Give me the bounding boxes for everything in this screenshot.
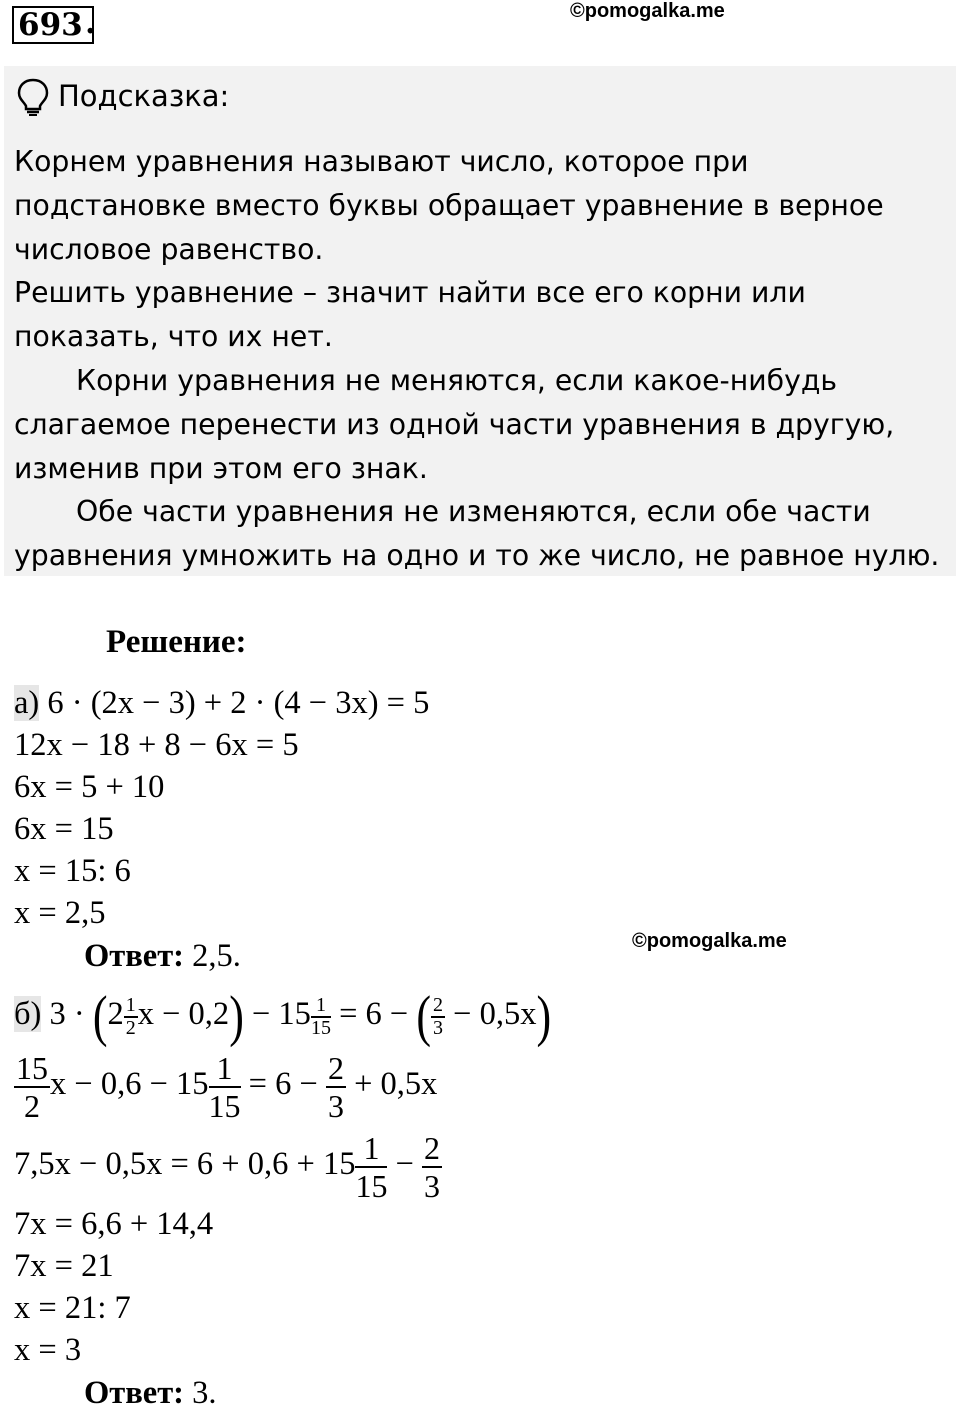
lightbulb-icon [16, 78, 50, 116]
eq-part: = 6 − [330, 996, 417, 1032]
problem-number: 693 [12, 6, 94, 44]
part-b-line-7: x = 3 [14, 1332, 82, 1368]
fraction: $\frac{1}{2}$ [125, 993, 136, 1039]
fraction: $\frac{15}{2}$ [16, 1049, 48, 1124]
hint-text [14, 140, 949, 578]
part-a-line-3: 6x = 5 + 10 [14, 769, 165, 805]
hint-line: Обе части уравнения не изменяются, если обе части [76, 495, 871, 529]
part-b-label: б) [14, 996, 42, 1032]
hint-line: Корни уравнения не меняются, если какое-нибудь [76, 363, 838, 397]
answer-label: Ответ: [84, 1375, 185, 1411]
hint-line: показать, что их нет. [14, 320, 333, 354]
part-b-line-3 [14, 1126, 442, 1204]
fraction: $\frac{1}{15}$ [310, 993, 331, 1039]
hint-line: Решить уравнение – значит найти все его корни или [14, 276, 806, 310]
part-a-line-1 [14, 683, 429, 723]
eq-part: 2 [107, 996, 124, 1032]
eq-part: − [387, 1146, 423, 1182]
eq-part: x − 0,6 − 15 [50, 1066, 209, 1102]
part-a-line-6: x = 2,5 [14, 895, 106, 931]
watermark-middle: ©pomogalka.me [632, 930, 787, 952]
part-b-line-5: 7x = 21 [14, 1248, 114, 1284]
hint-line: слагаемое перенести из одной части уравнения в другую, [14, 407, 895, 441]
eq-part: − 15 [243, 996, 311, 1032]
part-b-line-2 [14, 1046, 437, 1124]
part-a-line-4: 6x = 15 [14, 811, 114, 847]
hint-line: Корнем уравнения называют число, которое при [14, 145, 749, 178]
fraction: $\frac{1}{15}$ [208, 1049, 241, 1124]
fraction: $\frac{2}{3}$ [424, 1129, 441, 1204]
part-a-line-5: x = 15: 6 [14, 853, 131, 889]
fraction: $\frac{2}{3}$ [433, 993, 444, 1039]
hint-line: уравнения умножить на одно и то же число, не равное нулю. [14, 539, 940, 573]
solution-title: Решение: [106, 624, 247, 660]
part-a-answer [84, 936, 241, 976]
eq-part: x − 0,2 [137, 996, 230, 1032]
hint-line: подстановке вместо буквы обращает уравнение в верное [14, 188, 884, 222]
part-a-label: а) [14, 685, 40, 721]
paren-open: ( [416, 984, 432, 1048]
part-b-line-6: x = 21: 7 [14, 1290, 131, 1326]
fraction: $\frac{2}{3}$ [327, 1049, 344, 1124]
hint-title: Подсказка: [58, 79, 230, 113]
answer-value: 2,5. [192, 938, 241, 974]
answer-value: 3. [192, 1375, 217, 1411]
problem-number-dot: . [85, 5, 96, 41]
part-a-line-2: 12x − 18 + 8 − 6x = 5 [14, 727, 299, 763]
answer-label: Ответ: [84, 938, 185, 974]
watermark-top: ©pomogalka.me [570, 0, 725, 22]
eq-part: 3 · [49, 996, 93, 1032]
part-b-line-1 [14, 984, 552, 1048]
part-b-line-4: 7x = 6,6 + 14,4 [14, 1206, 214, 1242]
paren-close: ) [229, 984, 244, 1048]
eq-part: = 6 − [240, 1066, 326, 1102]
hint-line: числовое равенство. [14, 232, 324, 266]
eq-part: − 0,5x [445, 996, 537, 1032]
equation: 6 · (2x − 3) + 2 · (4 − 3x) = 5 [47, 685, 430, 721]
paren-close: ) [536, 984, 552, 1048]
paren-open: ( [92, 984, 108, 1048]
eq-part: 7,5x − 0,5x = 6 + 0,6 + 15 [14, 1146, 356, 1182]
part-b-answer [84, 1373, 217, 1413]
hint-line: изменив при этом его знак. [14, 451, 428, 485]
eq-part: + 0,5x [345, 1066, 438, 1102]
fraction: $\frac{1}{15}$ [355, 1129, 388, 1204]
